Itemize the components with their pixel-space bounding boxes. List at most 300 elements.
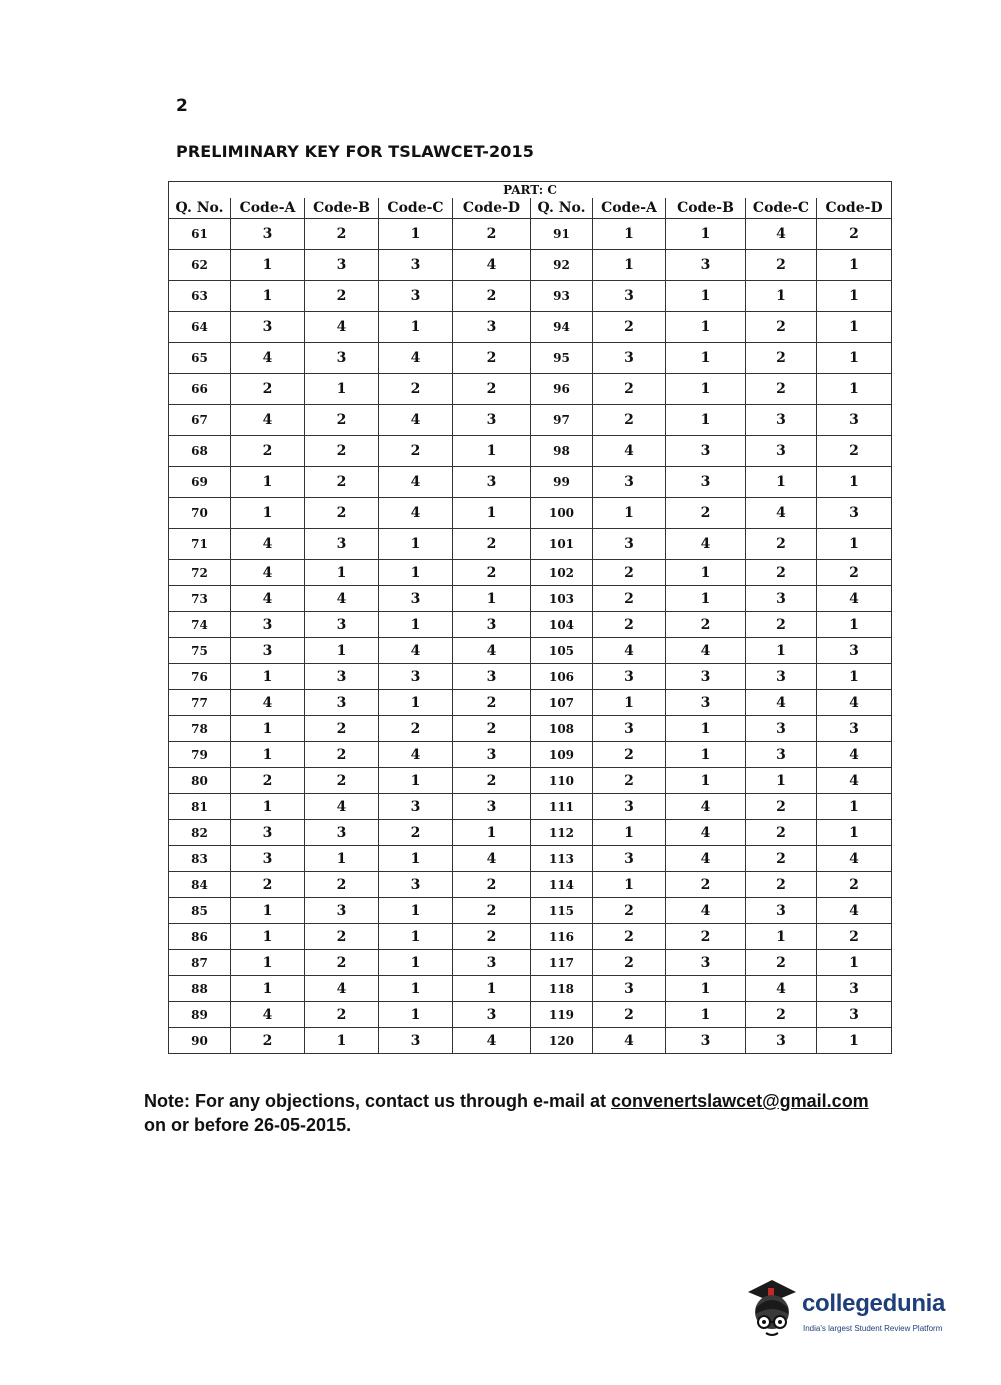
question-number-cell: 79 — [169, 742, 231, 768]
answer-cell: 1 — [379, 768, 453, 794]
question-number-cell: 114 — [531, 872, 593, 898]
table-row — [169, 768, 892, 794]
answer-cell: 3 — [231, 219, 305, 250]
answer-cell: 1 — [666, 586, 746, 612]
answer-cell: 3 — [231, 638, 305, 664]
answer-cell: 2 — [817, 924, 892, 950]
answer-cell: 4 — [817, 742, 892, 768]
question-number-cell: 92 — [531, 250, 593, 281]
answer-cell: 4 — [231, 1002, 305, 1028]
answer-cell: 1 — [231, 950, 305, 976]
answer-cell: 1 — [231, 924, 305, 950]
question-number-cell: 113 — [531, 846, 593, 872]
answer-cell: 1 — [379, 612, 453, 638]
question-number-cell: 82 — [169, 820, 231, 846]
answer-cell: 3 — [746, 1028, 817, 1054]
answer-cell: 3 — [453, 312, 531, 343]
part-label: PART: C — [169, 182, 892, 199]
table-row — [169, 976, 892, 1002]
answer-cell: 1 — [231, 794, 305, 820]
answer-cell: 3 — [453, 950, 531, 976]
answer-cell: 3 — [666, 250, 746, 281]
table-row — [169, 664, 892, 690]
table-row — [169, 924, 892, 950]
table-row — [169, 219, 892, 250]
answer-cell: 2 — [231, 374, 305, 405]
collegedunia-mascot-icon — [742, 1278, 800, 1340]
question-number-cell: 87 — [169, 950, 231, 976]
logo-tagline: India's largest Student Review Platform — [803, 1324, 943, 1333]
answer-cell: 3 — [453, 1002, 531, 1028]
answer-cell: 2 — [379, 716, 453, 742]
answer-cell: 1 — [817, 281, 892, 312]
answer-cell: 1 — [817, 612, 892, 638]
table-row — [169, 467, 892, 498]
answer-cell: 1 — [231, 498, 305, 529]
answer-cell: 1 — [817, 794, 892, 820]
answer-cell: 4 — [231, 405, 305, 436]
answer-cell: 1 — [379, 219, 453, 250]
answer-cell: 4 — [231, 690, 305, 716]
table-row — [169, 742, 892, 768]
question-number-cell: 103 — [531, 586, 593, 612]
answer-cell: 1 — [817, 374, 892, 405]
table-row — [169, 794, 892, 820]
answer-cell: 3 — [746, 405, 817, 436]
question-number-cell: 104 — [531, 612, 593, 638]
answer-cell: 1 — [593, 820, 666, 846]
answer-cell: 1 — [453, 820, 531, 846]
answer-cell: 3 — [817, 1002, 892, 1028]
answer-cell: 1 — [231, 898, 305, 924]
answer-cell: 1 — [453, 436, 531, 467]
table-row — [169, 898, 892, 924]
question-number-cell: 107 — [531, 690, 593, 716]
answer-cell: 2 — [453, 898, 531, 924]
table-row — [169, 846, 892, 872]
answer-cell: 2 — [453, 374, 531, 405]
answer-cell: 2 — [453, 716, 531, 742]
answer-cell: 3 — [593, 529, 666, 560]
answer-cell: 1 — [305, 846, 379, 872]
answer-cell: 2 — [593, 405, 666, 436]
question-number-cell: 120 — [531, 1028, 593, 1054]
table-row — [169, 312, 892, 343]
answer-cell: 2 — [305, 950, 379, 976]
table-row — [169, 586, 892, 612]
answer-cell: 3 — [746, 664, 817, 690]
answer-cell: 2 — [231, 1028, 305, 1054]
answer-cell: 1 — [379, 846, 453, 872]
answer-cell: 3 — [746, 716, 817, 742]
question-number-cell: 91 — [531, 219, 593, 250]
answer-cell: 3 — [817, 716, 892, 742]
answer-cell: 3 — [593, 976, 666, 1002]
answer-cell: 2 — [453, 219, 531, 250]
answer-cell: 4 — [593, 436, 666, 467]
answer-cell: 2 — [453, 343, 531, 374]
answer-cell: 1 — [746, 467, 817, 498]
answer-cell: 2 — [746, 612, 817, 638]
answer-cell: 1 — [453, 586, 531, 612]
column-header: Code-A — [231, 198, 305, 219]
answer-cell: 1 — [666, 281, 746, 312]
answer-cell: 3 — [379, 872, 453, 898]
answer-cell: 2 — [666, 872, 746, 898]
answer-cell: 2 — [305, 872, 379, 898]
question-number-cell: 83 — [169, 846, 231, 872]
answer-cell: 1 — [817, 664, 892, 690]
answer-cell: 3 — [453, 664, 531, 690]
answer-cell: 1 — [305, 560, 379, 586]
answer-cell: 1 — [231, 716, 305, 742]
answer-cell: 1 — [593, 219, 666, 250]
answer-cell: 4 — [231, 529, 305, 560]
logo-brand-text: collegedunia — [802, 1290, 946, 1317]
answer-cell: 1 — [593, 498, 666, 529]
answer-cell: 4 — [231, 560, 305, 586]
answer-cell: 2 — [593, 1002, 666, 1028]
answer-cell: 3 — [593, 846, 666, 872]
answer-cell: 2 — [746, 794, 817, 820]
answer-cell: 1 — [231, 742, 305, 768]
question-number-cell: 118 — [531, 976, 593, 1002]
question-number-cell: 100 — [531, 498, 593, 529]
answer-cell: 3 — [305, 820, 379, 846]
answer-cell: 1 — [379, 976, 453, 1002]
answer-cell: 2 — [593, 312, 666, 343]
table-row — [169, 716, 892, 742]
column-header: Code-B — [666, 198, 746, 219]
answer-cell: 2 — [453, 529, 531, 560]
answer-cell: 1 — [817, 250, 892, 281]
question-number-cell: 85 — [169, 898, 231, 924]
answer-cell: 3 — [453, 612, 531, 638]
answer-cell: 3 — [305, 898, 379, 924]
answer-cell: 3 — [305, 664, 379, 690]
answer-cell: 1 — [666, 312, 746, 343]
question-number-cell: 98 — [531, 436, 593, 467]
answer-cell: 2 — [305, 716, 379, 742]
answer-cell: 3 — [593, 281, 666, 312]
question-number-cell: 76 — [169, 664, 231, 690]
question-number-cell: 73 — [169, 586, 231, 612]
answer-cell: 3 — [593, 794, 666, 820]
collegedunia-logo — [742, 1278, 972, 1340]
answer-cell: 1 — [746, 924, 817, 950]
answer-cell: 4 — [305, 794, 379, 820]
answer-cell: 1 — [593, 690, 666, 716]
answer-cell: 3 — [666, 690, 746, 716]
answer-cell: 3 — [666, 664, 746, 690]
column-header: Code-C — [746, 198, 817, 219]
question-number-cell: 63 — [169, 281, 231, 312]
answer-cell: 3 — [666, 950, 746, 976]
answer-cell: 1 — [379, 924, 453, 950]
table-row — [169, 529, 892, 560]
answer-cell: 3 — [593, 664, 666, 690]
answer-cell: 2 — [746, 529, 817, 560]
answer-cell: 4 — [305, 312, 379, 343]
answer-cell: 1 — [666, 1002, 746, 1028]
answer-cell: 2 — [305, 405, 379, 436]
answer-cell: 1 — [666, 405, 746, 436]
table-row — [169, 638, 892, 664]
answer-cell: 1 — [666, 768, 746, 794]
answer-cell: 2 — [305, 742, 379, 768]
answer-cell: 2 — [593, 374, 666, 405]
question-number-cell: 61 — [169, 219, 231, 250]
answer-cell: 4 — [666, 820, 746, 846]
answer-cell: 3 — [746, 742, 817, 768]
answer-cell: 2 — [746, 343, 817, 374]
answer-cell: 3 — [817, 976, 892, 1002]
answer-cell: 1 — [817, 529, 892, 560]
question-number-cell: 89 — [169, 1002, 231, 1028]
answer-cell: 2 — [593, 560, 666, 586]
question-number-cell: 66 — [169, 374, 231, 405]
answer-cell: 3 — [666, 436, 746, 467]
answer-cell: 3 — [593, 343, 666, 374]
column-header: Code-C — [379, 198, 453, 219]
answer-cell: 4 — [817, 898, 892, 924]
answer-cell: 1 — [379, 898, 453, 924]
answer-cell: 4 — [666, 846, 746, 872]
note-text: Note: For any objections, contact us through e-mail at — [144, 1091, 612, 1111]
question-number-cell: 72 — [169, 560, 231, 586]
question-number-cell: 62 — [169, 250, 231, 281]
answer-cell: 4 — [379, 343, 453, 374]
answer-cell: 1 — [746, 281, 817, 312]
answer-cell: 4 — [379, 498, 453, 529]
question-number-cell: 90 — [169, 1028, 231, 1054]
answer-cell: 2 — [379, 436, 453, 467]
answer-cell: 1 — [593, 250, 666, 281]
answer-cell: 2 — [305, 467, 379, 498]
answer-cell: 2 — [746, 560, 817, 586]
answer-cell: 3 — [666, 467, 746, 498]
answer-cell: 1 — [746, 768, 817, 794]
question-number-cell: 102 — [531, 560, 593, 586]
answer-cell: 4 — [817, 846, 892, 872]
answer-cell: 2 — [746, 820, 817, 846]
question-number-cell: 95 — [531, 343, 593, 374]
table-row — [169, 281, 892, 312]
answer-cell: 3 — [593, 716, 666, 742]
question-number-cell: 111 — [531, 794, 593, 820]
answer-cell: 3 — [379, 250, 453, 281]
column-header: Q. No. — [531, 198, 593, 219]
answer-key-table — [168, 181, 892, 1054]
answer-cell: 1 — [746, 638, 817, 664]
answer-cell: 3 — [453, 794, 531, 820]
answer-cell: 1 — [231, 281, 305, 312]
answer-cell: 2 — [593, 586, 666, 612]
answer-cell: 4 — [379, 638, 453, 664]
table-row — [169, 560, 892, 586]
table-row — [169, 612, 892, 638]
answer-cell: 2 — [305, 498, 379, 529]
answer-cell: 3 — [593, 467, 666, 498]
answer-cell: 2 — [817, 436, 892, 467]
answer-cell: 2 — [593, 898, 666, 924]
answer-cell: 4 — [305, 586, 379, 612]
answer-cell: 2 — [231, 768, 305, 794]
answer-cell: 2 — [666, 498, 746, 529]
answer-cell: 1 — [379, 529, 453, 560]
answer-cell: 3 — [305, 343, 379, 374]
answer-cell: 3 — [746, 898, 817, 924]
answer-cell: 1 — [666, 219, 746, 250]
answer-cell: 2 — [746, 250, 817, 281]
answer-cell: 4 — [593, 1028, 666, 1054]
answer-cell: 2 — [379, 374, 453, 405]
answer-cell: 3 — [231, 612, 305, 638]
answer-cell: 4 — [453, 638, 531, 664]
answer-cell: 1 — [666, 343, 746, 374]
answer-cell: 2 — [305, 924, 379, 950]
column-header: Code-D — [453, 198, 531, 219]
question-number-cell: 74 — [169, 612, 231, 638]
question-number-cell: 105 — [531, 638, 593, 664]
answer-cell: 2 — [593, 742, 666, 768]
question-number-cell: 86 — [169, 924, 231, 950]
answer-cell: 4 — [666, 794, 746, 820]
question-number-cell: 115 — [531, 898, 593, 924]
answer-cell: 1 — [379, 312, 453, 343]
answer-cell: 1 — [666, 716, 746, 742]
question-number-cell: 77 — [169, 690, 231, 716]
table-row — [169, 374, 892, 405]
answer-cell: 1 — [231, 250, 305, 281]
table-row — [169, 250, 892, 281]
answer-cell: 3 — [666, 1028, 746, 1054]
answer-cell: 1 — [666, 976, 746, 1002]
table-row — [169, 872, 892, 898]
answer-cell: 3 — [379, 664, 453, 690]
answer-cell: 4 — [231, 586, 305, 612]
answer-cell: 1 — [593, 872, 666, 898]
answer-cell: 4 — [593, 638, 666, 664]
answer-cell: 2 — [593, 612, 666, 638]
answer-cell: 2 — [305, 281, 379, 312]
page-number: 2 — [176, 96, 188, 116]
question-number-cell: 106 — [531, 664, 593, 690]
answer-cell: 2 — [593, 768, 666, 794]
answer-cell: 1 — [231, 976, 305, 1002]
table-row — [169, 1028, 892, 1054]
answer-cell: 1 — [817, 467, 892, 498]
answer-cell: 2 — [305, 768, 379, 794]
answer-cell: 2 — [666, 924, 746, 950]
question-number-cell: 116 — [531, 924, 593, 950]
table-row — [169, 436, 892, 467]
answer-cell: 4 — [379, 742, 453, 768]
question-number-cell: 75 — [169, 638, 231, 664]
answer-cell: 2 — [746, 872, 817, 898]
question-number-cell: 78 — [169, 716, 231, 742]
question-number-cell: 84 — [169, 872, 231, 898]
question-number-cell: 93 — [531, 281, 593, 312]
answer-cell: 1 — [817, 950, 892, 976]
answer-cell: 4 — [453, 846, 531, 872]
answer-cell: 3 — [379, 586, 453, 612]
table-row — [169, 405, 892, 436]
answer-cell: 4 — [666, 638, 746, 664]
answer-cell: 3 — [817, 498, 892, 529]
answer-cell: 1 — [817, 820, 892, 846]
answer-cell: 3 — [379, 794, 453, 820]
answer-cell: 4 — [379, 467, 453, 498]
table-row — [169, 343, 892, 374]
answer-cell: 4 — [817, 586, 892, 612]
answer-cell: 2 — [746, 1002, 817, 1028]
answer-cell: 4 — [817, 768, 892, 794]
answer-cell: 1 — [379, 560, 453, 586]
answer-cell: 2 — [453, 560, 531, 586]
answer-cell: 4 — [746, 976, 817, 1002]
answer-cell: 2 — [746, 312, 817, 343]
question-number-cell: 108 — [531, 716, 593, 742]
answer-cell: 2 — [453, 872, 531, 898]
question-number-cell: 65 — [169, 343, 231, 374]
answer-cell: 4 — [453, 1028, 531, 1054]
answer-cell: 3 — [305, 250, 379, 281]
table-row — [169, 498, 892, 529]
answer-cell: 2 — [305, 436, 379, 467]
column-header: Code-D — [817, 198, 892, 219]
answer-cell: 3 — [453, 405, 531, 436]
answer-cell: 2 — [305, 1002, 379, 1028]
question-number-cell: 88 — [169, 976, 231, 1002]
answer-cell: 2 — [593, 950, 666, 976]
question-number-cell: 69 — [169, 467, 231, 498]
answer-cell: 1 — [666, 742, 746, 768]
question-number-cell: 117 — [531, 950, 593, 976]
email-link[interactable]: convenertslawcet@gmail.com — [611, 1091, 869, 1111]
question-number-cell: 64 — [169, 312, 231, 343]
answer-cell: 3 — [746, 586, 817, 612]
answer-cell: 2 — [453, 924, 531, 950]
answer-cell: 2 — [817, 560, 892, 586]
answer-cell: 1 — [231, 467, 305, 498]
document-title: PRELIMINARY KEY FOR TSLAWCET-2015 — [176, 142, 534, 161]
question-number-cell: 71 — [169, 529, 231, 560]
table-row — [169, 820, 892, 846]
answer-cell: 2 — [746, 846, 817, 872]
question-number-cell: 80 — [169, 768, 231, 794]
answer-cell: 3 — [231, 312, 305, 343]
answer-cell: 1 — [817, 343, 892, 374]
table-row — [169, 950, 892, 976]
question-number-cell: 67 — [169, 405, 231, 436]
question-number-cell: 119 — [531, 1002, 593, 1028]
header-row — [169, 198, 892, 219]
answer-cell: 1 — [817, 1028, 892, 1054]
question-number-cell: 81 — [169, 794, 231, 820]
note-deadline: on or before 26-05-2015. — [144, 1115, 352, 1135]
answer-cell: 1 — [453, 498, 531, 529]
answer-cell: 1 — [666, 374, 746, 405]
answer-cell: 2 — [231, 436, 305, 467]
note — [144, 1089, 944, 1137]
answer-cell: 3 — [817, 405, 892, 436]
column-header: Code-B — [305, 198, 379, 219]
answer-cell: 1 — [666, 560, 746, 586]
answer-cell: 1 — [379, 690, 453, 716]
answer-cell: 1 — [379, 950, 453, 976]
answer-cell: 4 — [305, 976, 379, 1002]
